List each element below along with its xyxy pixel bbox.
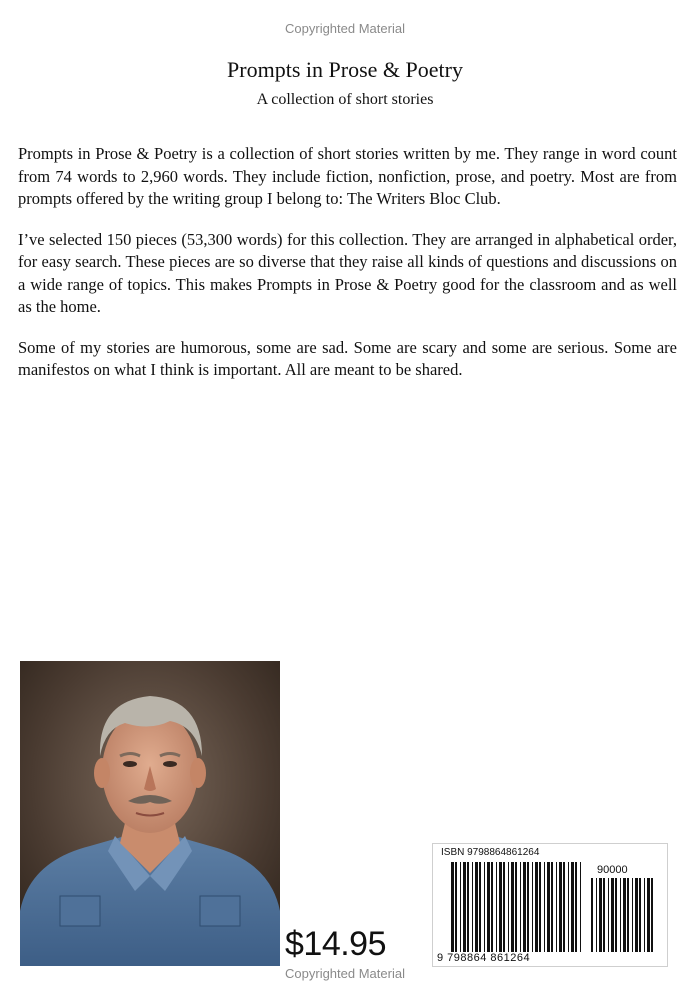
book-title: Prompts in Prose & Poetry [227, 57, 463, 82]
copyright-watermark-bottom: Copyrighted Material [285, 966, 405, 981]
barcode-bar [563, 862, 565, 952]
barcode-bar [455, 862, 457, 952]
barcode-bar [544, 862, 545, 952]
barcode-bar [503, 862, 505, 952]
barcode-bar [603, 878, 605, 952]
barcode-bar [475, 862, 478, 952]
barcode-bar [487, 862, 490, 952]
barcode-bar [623, 878, 626, 952]
barcode-bar [571, 862, 574, 952]
description-paragraph-3: Some of my stories are humorous, some are sad. Some are scary and some are serious. Some are manifestos on what I think is important. All are meant to be shared. [18, 337, 677, 379]
barcode-bar [575, 862, 577, 952]
barcode-bar [627, 878, 629, 952]
barcode-bar [611, 878, 614, 952]
barcode-bar [496, 862, 497, 952]
isbn-barcode [432, 843, 668, 967]
copyright-watermark-top: Copyrighted Material [285, 21, 405, 36]
barcode-bar [608, 878, 609, 952]
barcode-bar [615, 878, 617, 952]
barcode-bar [491, 862, 493, 952]
barcode-bar [596, 878, 597, 952]
barcode-bar [539, 862, 541, 952]
barcode-bar [559, 862, 562, 952]
barcode-bar [551, 862, 553, 952]
barcode-bar [647, 878, 650, 952]
barcode-bar [484, 862, 485, 952]
barcode-bar [620, 878, 621, 952]
isbn-label: ISBN 9798864861264 [441, 847, 540, 858]
barcode-bar [460, 862, 461, 952]
price-addon-code: 90000 [597, 864, 628, 876]
barcode-bar [591, 878, 593, 952]
barcode-bar [532, 862, 533, 952]
barcode-bar [635, 878, 638, 952]
barcode-bars [433, 844, 669, 968]
barcode-bar [568, 862, 569, 952]
barcode-bar [599, 878, 602, 952]
author-portrait-illustration [20, 661, 280, 966]
isbn-digits: 9 798864 861264 [437, 952, 531, 964]
price-label: $14.95 [285, 925, 386, 963]
barcode-bar [523, 862, 526, 952]
barcode-bar [556, 862, 557, 952]
barcode-bar [547, 862, 550, 952]
book-description [18, 143, 677, 400]
barcode-bar [508, 862, 509, 952]
description-paragraph-1: Prompts in Prose & Poetry is a collection of short stories written by me. They range in word count from 74 words to 2,960 words. They include fiction, nonfiction, prose, and poetry. Most are from prompts offered by the writing group I belong to: The Writers Bloc Club. [18, 144, 677, 208]
barcode-bar [639, 878, 641, 952]
barcode-bar [520, 862, 521, 952]
description-paragraph-2: I’ve selected 150 pieces (53,300 words) for this collection. They are arranged in alphabetical order, for easy search. These pieces are so diverse that they raise all kinds of questions and discussions on a wide range of topics. This makes Prompts in Prose & Poetry good for the classroom and as well as the home. [18, 229, 677, 316]
barcode-bar [515, 862, 517, 952]
barcode-bar [644, 878, 645, 952]
barcode-bar [632, 878, 633, 952]
author-photo [20, 661, 280, 966]
barcode-bar [467, 862, 469, 952]
barcode-bar [511, 862, 514, 952]
barcode-bar [463, 862, 466, 952]
barcode-bar [580, 862, 581, 952]
barcode-bar [535, 862, 538, 952]
barcode-bar [651, 878, 653, 952]
barcode-bar [527, 862, 529, 952]
barcode-bar [499, 862, 502, 952]
barcode-bar [451, 862, 454, 952]
book-subtitle: A collection of short stories [256, 91, 434, 108]
barcode-bar [472, 862, 473, 952]
barcode-bar [479, 862, 481, 952]
